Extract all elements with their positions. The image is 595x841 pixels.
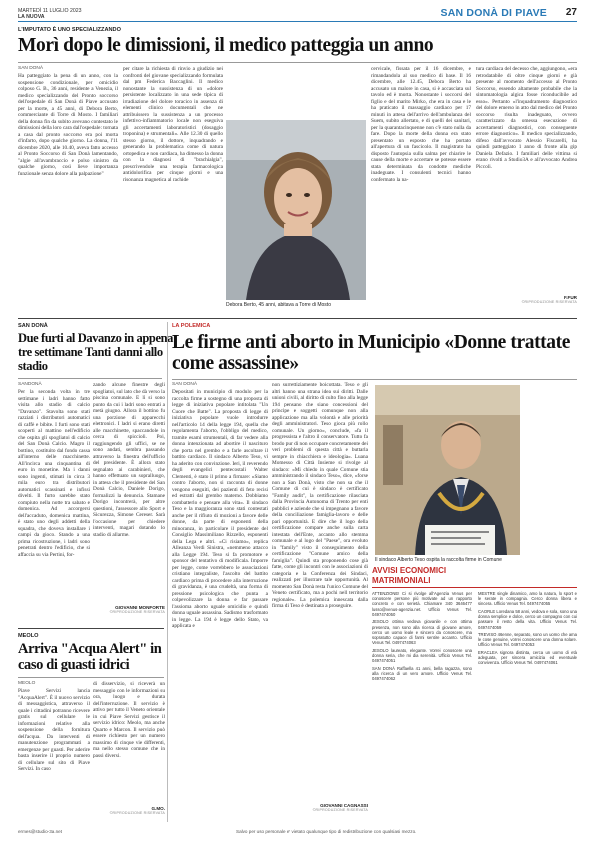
article3-column-1 (172, 389, 268, 821)
article1-rule (18, 62, 577, 63)
article2-column-2-text (93, 382, 165, 604)
article2-headline: Due furti al Davanzo in appena tre settimane Tanti danni allo stadio (18, 331, 174, 373)
ad-item: SAN DONÀ Raffaella 41 anni, bella ragazza, sono alla ricerca di un vero amore. Ufficio Venus Tel. 0497474062 (372, 665, 472, 682)
article3-text-2: non surrettiziamente boicottata. Teso e gli altri hanno una strana idea sui diritti. Dalle unioni civili, al diritto di culto fino alla legge 194 pensano che siano concessioni del principe e soggetti comunque non alla applicazione ma alla volontà e alle priorità degli amministratori. Teso gioca più rollo comunale. Un giorno», conclude, «fa il progressista e l'altro il conservatore. Tutto fa brodo pur di non occupare concretamente dei veri problemi di questa città e buttarla sempre in chiacchiera e ideologia». Luana Momesso di Città Insieme si rivolge al sindaco: «Mi chiedo in quale Comune stia amministrando il sindaco Teso», dice, «forse non a San Donà, visto che non sa che il Comune di cui è sindaco è certificato "Family audit", la certificazione rilasciata dalla Provincia Autonoma di Trento per enti pubblici e aziende che si impegnano a favore della conciliazione famiglia-lavoro e delle pari opportunità. E dire che il logo della certificazione compare anche sulla carta intestata dell'Ente, accanto allo stemma comunale e al logo del "Paese", ora evoluto in "family" visto il conseguimento della certificazione "Comune amico della famiglia". Quindi sta proponendo cose già fatte, come gli incontri con le associazioni di categoria e la Conferenza dei Sindaci, realizzati per illustrare tale opportunità. Al momento San Donà resta l'unico Comune del Veneto certificato, ma a pochi nell territorio regionale». La polemica innescata dalla firma di Teso è destinata a proseguire. (272, 382, 368, 609)
avvisi-title: AVVISI ECONOMICI (372, 566, 447, 575)
article1-headline: Morì dopo le dimissioni, il medico patteggia un anno (18, 35, 434, 56)
article1-column-3 (371, 66, 471, 309)
article3-rule (172, 379, 577, 380)
header-divider (18, 21, 577, 22)
article4-copyright: ©RIPRODUZIONE RISERVATA (109, 811, 165, 815)
article1-column-2 (123, 66, 223, 309)
mayor-photo-illustration (375, 385, 520, 555)
article1-kicker: L'IMPUTATO È UNO SPECIALIZZANDO (18, 27, 121, 33)
article2-signature: GIOVANNI MONFORTE (115, 605, 165, 610)
ad-item: ERACLEA signora distinta, cerca un uomo di età adeguata, per sincera amicizia ed eventuale convivenza. Ufficio Venus Tel. 0497474061 (478, 649, 577, 666)
article1-text-1: Ha patteggiato la pena di un anno, con la sospensione condizionale, per omicidio colposo G. B., 36 anni, residente a Venezia, il medico specializzando del Pronto soccorso dell'ospedale di San Donà di Piave accusato per la morte, a 45 anni, di Debora Berto, commerciante di Torre di Mosto. I familiari della donna fin da subito avevano contestato le dimissioni della loro cara dall'ospedale: tornata a casa dal pronto soccorso era poi morta d'infarto, dopo qualche giorno. La donna, l'11 dicembre 2020, alle 10.40, aveva fatto accesso al Pronto Soccorso di San Donà lamentando, "algie all'avambraccio e polso sinistro da qualche giorno, così lieve importanza funzionale senza dolore alla palpazione" (18, 73, 118, 177)
ad-item: MESTRE single dinamico, amo la natura, lo sport e le serate in compagnia. Cerco donna libera e sincera. Ufficio Venus Tel. 0497474055 (478, 590, 577, 607)
avvisi-column-2 (478, 591, 577, 684)
article4-headline: Arriva "Acqua Alert" in caso di guasti idrici (18, 641, 162, 673)
article1-column-4-text (476, 66, 577, 294)
avvisi-column-1 (372, 591, 472, 684)
article1-signature: F.FUR (563, 295, 577, 300)
header-date-block (18, 8, 82, 20)
article2-text-2: zando alcune finestre degli spogliatoi, sul lato che dà verso la piscina comunale. E lì si sono punto da cui i ladri sono entrati a metà giugno. Allora il bottino fu una porzione di apparecchi elettronici. I ladri si erano diretti alle macchinette, spaccandole in cerca di spiccioli. Poi, raggiungendo gli uffici, se ne sono andati, sembra passando attraverso la finestra dell'ufficio del presidente. È allora stato segnalato ai carabinieri, che hanno effettuato un sopralluogo, in attesa che il presidente del San Donà Calcio, Daniele Dorigo, formalizzi la denuncia. Stamane Dorigo incontrerà, per altre questioni, l'assessore allo Sport e Sicurezza, Simone Cereser. Sarà l'occasione per chiedere interventi, magari dotando lo stadio di allarme. (93, 382, 165, 538)
avvisi-columns (372, 591, 577, 684)
article1-column-1 (18, 73, 118, 309)
avvisi-subtitle: MATRIMONIALI (372, 576, 431, 585)
article3-kicker: LA POLEMICA (172, 323, 211, 329)
ad-item: ATTENZIONE! Ci si rivolge all'Agenzia Venus per conoscere persone più motivate ad un rapporto concreto e con serietà. Chiamare 340 3646477 lusso@venus-agenzia.net. Ufficio Venus Tel. 0497474050 (372, 590, 472, 617)
section-divider-2 (18, 628, 164, 629)
header-date: MARTEDÌ 11 LUGLIO 2023 (18, 8, 82, 14)
article4-text-1: Piave Servizi lancia "AcquaAlert". È il nuovo servizio di messaggistica, attraverso il quale i cittadini potranno ricevere gratis sul cellulare le informazioni relative alla sospensione della fornitura dell'acqua. Da interventi di manutenzione programmati a emergenze per guasti. Per aderire basta inserire il proprio numero di cellulare sul sito di Piave Servizi. In caso (18, 688, 90, 772)
article4-column-2 (93, 681, 165, 821)
article3-photo-caption: Il sindaco Alberto Teso ospita la raccolta firme in Comune (375, 557, 502, 563)
article4-text-2: di disservizio, si riceverà un messaggio con le informazioni su ora, luogo e durata dell'interruzione. Il servizio è attivo per tutto il Veneto orientale in cui Piave Servizi gestisce il servizio idrico: Meolo, ma anche Quarto e Marcon. Il servizio può essere richiesto per un numero massimo di cinque vie differenti, ma nello stesso comune che in passi diversi. (93, 681, 165, 759)
article2-copyright: ©RIPRODUZIONE RISERVATA (109, 610, 165, 614)
article2-kicker: SAN DONÀ (18, 323, 48, 329)
article1-byline: SAN DONÀ (18, 66, 44, 71)
ad-item: CAORLE Loredana 58 anni, vedova e sola, sono una donna semplice e dolce, cerco un compagno con cui passare il resto della vita. Ufficio Venus Tel. 0497474059 (478, 608, 577, 630)
article3-column-2-text (272, 382, 368, 802)
article3-byline: SAN DONÀ (172, 382, 198, 387)
article2-column-2 (93, 382, 165, 624)
ad-item: JESOLO ottima vedova giovanile e con ottima presenza, non sono alla ricerca di giovane amore, cerco un uomo leale e sincero da conoscere, ma sopratutto capace di farmi sentire accanto. Ufficio Venus Tel. 0497474063 (372, 619, 472, 646)
article1-text-4: tura cardiaca del decesso che, aggiungono, «era retrodatabile di oltre cinque giorni e già presente al momento dell'accesso al Pronto Soccorso, essendo altamente probabile che la sintomatologia algica fosse riconducibile ad esso». Pertanto «l'inquadramento diagnostico del dolore emerso in atto dal medico del Pronto soccorso risulta inadeguato, ovvero caratterizzato da omessa esecuzione di accertamenti diagnostici, con conseguente errore diagnostico». Il medico specializzando, difeso dall'avvocato Alessio Fiscarelli, ha quindi patteggiato 1 anno di fronte alla gip Daniela Defazio. I familiari delle vittima si erano rivolti a Studio3A e all'avvocato Andrea Piccoli. (476, 66, 577, 170)
article2-text-1: Per la seconda volta in tre settimane i ladri hanno fatto visita allo stadio di calcio "Davanzo". Stavolta sono stati razziati i distributori automatici di caffè e bibite. I furti sono stati scoperti al mattino nell'edificio che ospita gli spogliatoi di calcio del San Donà Calcio. Magro il bottino, costituito dal fondo cassa all'interno delle macchinette. All'incirca una cinquantina di euro in monetine. Ma i danni sono ingenti, stimati in circa 3 mila euro tra distributori automatici scassinati e infissi divelti. Il furto sarebbe stato compiuto nella notte tra sabato e domenica. Ad accorgersi dell'accaduto, domenica mattina, è stato uno degli addetti della squadra, che doveva installare i campi da gioco. Stando a una prima ricostruzione, i ladri sono penetrati dentro l'edificio, che si affaccia su via Pertini, for- (18, 389, 90, 558)
article3-text-1: Depositati in municipio di modulo per la raccolta firme a sostegno di una proposta di legge di iniziativa popolare intitolata "Un Cuore che Batte". La proposta di legge di iniziativa popolare vuole introdurre nell'articolo 14 della legge 194, quella che regolamenta l'aborto, l'obbligo del medico, tramite esami strumentali, di far vedere alla donna intenzionata ad abortire il nascituro che porta nel grembo e a farle ascoltare il battito cardiaco. Il sindaco Alberto Teso, vi ha aderito con convinzione. Ieri, il reverendo degli evangelici pentecostali Walter Clementi, è stato il primo a firmare: «Siamo contro l'aborto, non si racconta di donne vengono eseguiti, dei pazienti di feto recisi ed estratti dal grembo materno. Dobbiamo combatterlo e pensare alla vita». Il sindaco Teso e la maggioranza sono stati contestati anche per il rifiuto di mozioni a favore delle donne, da parte di esponenti della minoranza, in particolare il presidente del Consiglio Massimiliano Rizzello, esponenti della Lega e altri. «Ci risiamo», replica Alleanza Verdi Sinistra, «nemmeno attacco alla Legge 194. Teso si fa promotore e sponsor del tentativo di modificala. Imporre per legge, come vorrebbero le associazioni cristiano integraliste, l'ascolto del battito cardiaco prima di procedere alla interruzione di gravidanza, è una crudeltà, una forma di pressione psicologica che punta a colpevolizzare la donna e far passare l'assioma aborto uguale omicidio e quindi donna uguale assassina. Sadismo trasformato in legge. La 194 è legge dello Stato, va applicata e (172, 389, 268, 629)
article4-signature: G.MO. (151, 806, 165, 811)
article4-rule (18, 677, 164, 678)
avvisi-economici-box (372, 566, 577, 821)
article2-byline: SANDONÀ (18, 382, 42, 387)
debora-berto-photo (226, 120, 366, 300)
article1-copyright: ©RIPRODUZIONE RISERVATA (521, 300, 577, 304)
article2-rule (18, 378, 162, 379)
ad-item: TREVISO 46enne, separato, sono un uomo che ama le cose genuine, vorrei conoscere una donna solare. Ufficio Venus Tel. 0497474053 (478, 631, 577, 648)
column-separator (167, 322, 168, 822)
article2-column-1 (18, 389, 90, 621)
article1-column-4 (476, 66, 577, 316)
ad-item: JESOLO laureato, elegante. Vorrei conoscere una donna seria, che mi dia serenità. Ufficio Venus Tel. 0497474051 (372, 647, 472, 664)
article3-signature: GIOVANNI CAGNASSI (320, 803, 368, 808)
avvisi-rule (372, 587, 577, 588)
article4-column-2-text (93, 681, 165, 805)
article4-kicker: MEOLO (18, 633, 39, 639)
article3-copyright: ©RIPRODUZIONE RISERVATA (312, 808, 368, 812)
article1-photo-caption: Debora Berto, 45 anni, abitava a Torre di Mosto (226, 302, 331, 308)
alberto-teso-photo (375, 385, 520, 555)
page-number: 27 (565, 7, 577, 18)
article3-headline: Le firme anti aborto in Municipio «Donne trattate come assassine» (172, 332, 570, 374)
newspaper-name: LA NUOVA (18, 14, 45, 20)
article1-text-2: per citare la richiesta di rinvio a giudizio nei confronti del giovane specializzando formulata dal pm Federica Baccaglini. Il medico nonostante la sussistenza di un «dolore persistente localizzato in una sede tipica di irradiazione del dolore toracico in assenza di elementi clinico documentali che ne attribuissero la sussistenza a un processo infettivo-infiammatorio locale non eseguiva gli accertamenti laboratoristici (dosaggio troponina) e strumentali». Alle 12.30 di quello stesso giorno, il dottore, inquadrando e generando la problematica come di natura ortopedica e non cardiaca, ha dimesso la donna con la diagnosi di "brachialgia", prescrivendole una terapia farmacologica antidolorifica per cinque giorni e una risonanza magnetica al rachide (123, 66, 223, 183)
footer-email[interactable]: ermes@studio-3a.net (18, 829, 62, 834)
article1-text-3: cervicale, fissata per il 16 dicembre, e rimandandola al suo medico di base. Il 16 dicembre, alle 12.45, Debora Berto ha accusato un malore in casa, si è accasciata sul tavolo ed è morta. Nonostante i soccorsi del figlio e del marito Mirko, che era in casa e le ha praticato il massaggio cardiaco per 17 minuti in attesa dell'arrivo dell'ambulanza del Suem, subito allertato, e di quelli dei sanitari, per la quarantacinquenne non c'è stato nulla da fare. Dopo la morte della donna era stato presentato un esposto che ha portato all'apertura di un fascicolo. Il magistrato ha disposto l'autopsia sulla salma per chiarire le cause della morte e accertare se potesse essere stata determinata da condotte mediche inadeguate. I consulenti tecnici hanno confermato la na- (371, 66, 471, 183)
section-divider-1 (18, 318, 577, 319)
page-footer (18, 829, 577, 834)
article3-column-2 (272, 382, 368, 822)
footer-notice: Salvo per uso personale e' vietato qualunque tipo di redistribuzione con qualsiasi mezzo. (236, 829, 417, 834)
article4-column-1 (18, 688, 90, 818)
section-title: SAN DONÀ DI PIAVE (440, 7, 547, 19)
article4-byline: MEOLO (18, 681, 36, 686)
portrait-illustration (226, 120, 366, 300)
